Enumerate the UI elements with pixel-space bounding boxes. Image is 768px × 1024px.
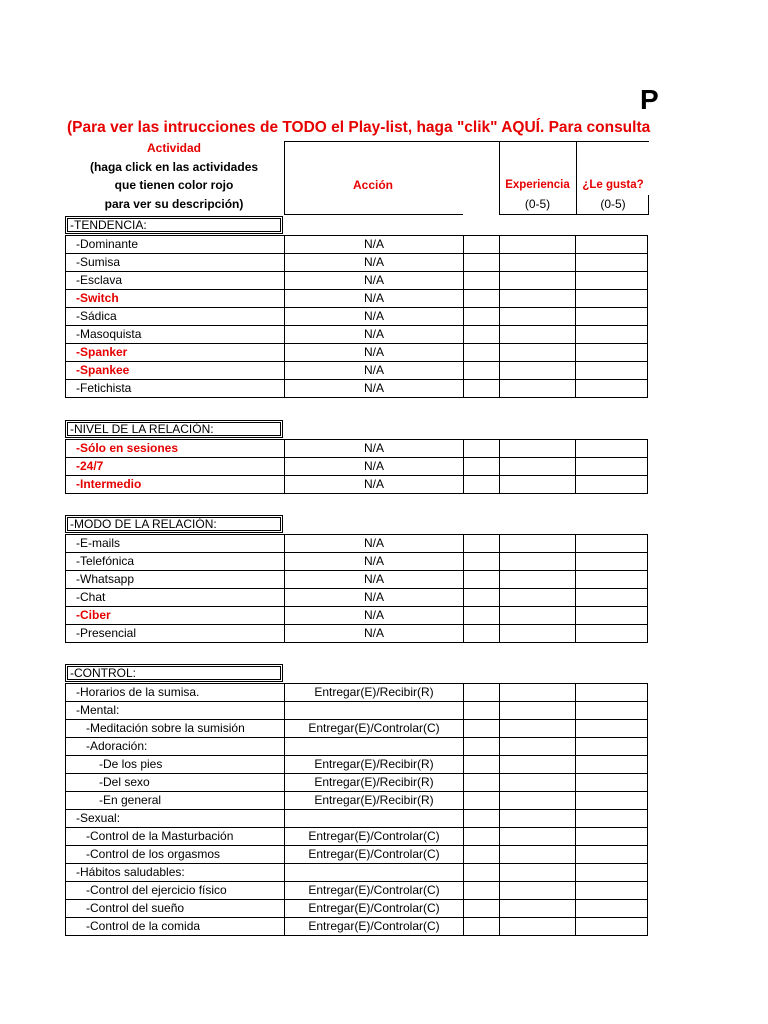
le-gusta-cell[interactable]: [576, 535, 648, 553]
spacer-cell: [464, 571, 500, 589]
header-actividad-note-3: para ver su descripción): [104, 197, 244, 211]
activity-cell: [66, 720, 285, 738]
le-gusta-cell[interactable]: [576, 810, 648, 828]
le-gusta-cell[interactable]: [576, 918, 648, 936]
activity-link[interactable]: -Sólo en sesiones: [76, 441, 179, 455]
activity-label: -Telefónica: [76, 554, 135, 568]
activity-label: -Hábitos saludables:: [76, 865, 185, 879]
le-gusta-cell[interactable]: [576, 236, 648, 254]
le-gusta-cell[interactable]: [576, 476, 648, 494]
le-gusta-cell[interactable]: [576, 272, 648, 290]
choice-cell[interactable]: [464, 774, 500, 792]
le-gusta-cell[interactable]: [576, 458, 648, 476]
table-row: [66, 607, 648, 625]
le-gusta-cell[interactable]: [576, 792, 648, 810]
section-title: -TENDENCIA:: [65, 216, 283, 234]
header-experiencia: Experiencia: [505, 179, 570, 191]
accion-cell: N/A: [285, 607, 464, 625]
table-row: [66, 864, 648, 882]
le-gusta-cell[interactable]: [576, 607, 648, 625]
choice-cell[interactable]: [464, 720, 500, 738]
table-row: [66, 756, 648, 774]
table-row: [66, 236, 648, 254]
experiencia-cell[interactable]: [500, 864, 576, 882]
choice-cell[interactable]: [464, 738, 500, 756]
activity-label: -Meditación sobre la sumisión: [86, 721, 245, 735]
table-row: [66, 792, 648, 810]
le-gusta-cell[interactable]: [576, 344, 648, 362]
activity-label: -Fetichista: [76, 381, 132, 395]
choice-cell[interactable]: [464, 900, 500, 918]
experiencia-cell[interactable]: [500, 236, 576, 254]
table-row: [66, 344, 648, 362]
header-divider: [499, 141, 500, 215]
header-divider: [284, 141, 649, 142]
le-gusta-cell[interactable]: [576, 308, 648, 326]
experiencia-cell[interactable]: [500, 774, 576, 792]
experiencia-cell[interactable]: [500, 720, 576, 738]
activity-cell: [66, 810, 285, 828]
activity-cell: [66, 535, 285, 553]
table-row: [66, 326, 648, 344]
table-row: [66, 828, 648, 846]
table-row: [66, 535, 648, 553]
le-gusta-cell[interactable]: [576, 440, 648, 458]
experiencia-cell[interactable]: [500, 476, 576, 494]
activity-label: -Horarios de la sumisa.: [76, 685, 200, 699]
header-le-gusta-range: (0-5): [600, 197, 626, 211]
experiencia-cell[interactable]: [500, 571, 576, 589]
experiencia-cell[interactable]: [500, 308, 576, 326]
activity-label: -E-mails: [76, 536, 120, 550]
spacer-cell: [464, 254, 500, 272]
activity-cell: [66, 380, 285, 398]
table-row: [66, 738, 648, 756]
activity-label: -Sádica: [76, 309, 117, 323]
table-row: [66, 702, 648, 720]
le-gusta-cell[interactable]: [576, 589, 648, 607]
le-gusta-cell[interactable]: [576, 684, 648, 702]
activity-cell: [66, 864, 285, 882]
table-row: [66, 290, 648, 308]
activity-link[interactable]: -Switch: [76, 291, 119, 305]
instructions-link[interactable]: (Para ver las intrucciones de TODO el Play-list, haga "clik" AQUÍ. Para consulta: [67, 119, 651, 136]
experiencia-cell[interactable]: [500, 380, 576, 398]
activity-link[interactable]: -Spanker: [76, 345, 128, 359]
activity-cell: [66, 684, 285, 702]
activity-cell: [66, 918, 285, 936]
spacer-cell: [464, 236, 500, 254]
activity-label: -Control de la Masturbación: [86, 829, 234, 843]
spacer-cell: [464, 553, 500, 571]
table-row: [66, 571, 648, 589]
table-row: [66, 476, 648, 494]
accion-cell: N/A: [285, 254, 464, 272]
activity-cell: [66, 272, 285, 290]
spacer-cell: [464, 326, 500, 344]
activity-cell: [66, 553, 285, 571]
activity-label: -En general: [99, 793, 162, 807]
accion-cell: Entregar(E)/Controlar(C): [285, 900, 464, 918]
le-gusta-cell[interactable]: [576, 326, 648, 344]
activity-label: -De los pies: [99, 757, 163, 771]
experiencia-cell[interactable]: [500, 272, 576, 290]
activity-label: -Control de los orgasmos: [86, 847, 221, 861]
accion-cell: N/A: [285, 571, 464, 589]
accion-cell: Entregar(E)/Recibir(R): [285, 774, 464, 792]
accion-cell: Entregar(E)/Controlar(C): [285, 882, 464, 900]
table-row: [66, 272, 648, 290]
activity-link[interactable]: -Spankee: [76, 363, 130, 377]
choice-cell[interactable]: [464, 810, 500, 828]
spacer-cell: [464, 308, 500, 326]
table-row: [66, 308, 648, 326]
experiencia-cell[interactable]: [500, 792, 576, 810]
le-gusta-cell[interactable]: [576, 756, 648, 774]
accion-cell: N/A: [285, 362, 464, 380]
activity-label: -Adoración:: [86, 739, 148, 753]
table-row: [66, 810, 648, 828]
activity-cell: [66, 900, 285, 918]
activity-label: -Del sexo: [99, 775, 150, 789]
experiencia-cell[interactable]: [500, 738, 576, 756]
le-gusta-cell[interactable]: [576, 828, 648, 846]
le-gusta-cell[interactable]: [576, 864, 648, 882]
table-row: [66, 918, 648, 936]
experiencia-cell[interactable]: [500, 702, 576, 720]
experiencia-cell[interactable]: [500, 882, 576, 900]
le-gusta-cell[interactable]: [576, 720, 648, 738]
header-accion: Acción: [352, 178, 393, 192]
experiencia-cell[interactable]: [500, 458, 576, 476]
activity-label: -Sexual:: [76, 811, 121, 825]
experiencia-cell[interactable]: [500, 756, 576, 774]
activity-label: -Control del ejercicio físico: [86, 883, 227, 897]
header-divider: [499, 214, 649, 215]
activity-label: -Chat: [76, 590, 106, 604]
activity-cell: [66, 236, 285, 254]
experiencia-cell[interactable]: [500, 535, 576, 553]
table-row: [66, 553, 648, 571]
le-gusta-cell[interactable]: [576, 900, 648, 918]
accion-cell: N/A: [285, 535, 464, 553]
le-gusta-cell[interactable]: [576, 702, 648, 720]
header-actividad-note-1: (haga click en las actividades: [89, 160, 259, 174]
spacer-cell: [464, 458, 500, 476]
experiencia-cell[interactable]: [500, 684, 576, 702]
experiencia-cell[interactable]: [500, 607, 576, 625]
choice-cell[interactable]: [464, 792, 500, 810]
experiencia-cell[interactable]: [500, 810, 576, 828]
le-gusta-cell[interactable]: [576, 882, 648, 900]
header-actividad-note-2: que tienen color rojo: [114, 178, 234, 192]
activity-cell: [66, 828, 285, 846]
activity-cell: [66, 589, 285, 607]
experiencia-cell[interactable]: [500, 440, 576, 458]
header-experiencia-range: (0-5): [524, 197, 551, 211]
accion-cell: N/A: [285, 625, 464, 643]
activity-cell[interactable]: [66, 362, 285, 380]
accion-cell: [285, 810, 464, 828]
choice-cell[interactable]: [464, 882, 500, 900]
experiencia-cell[interactable]: [500, 625, 576, 643]
header-le-gusta: ¿Le gusta?: [582, 179, 644, 191]
accion-cell: N/A: [285, 308, 464, 326]
le-gusta-cell[interactable]: [576, 738, 648, 756]
activity-label: -Mental:: [76, 703, 120, 717]
activity-table: [65, 235, 648, 398]
accion-cell: Entregar(E)/Controlar(C): [285, 720, 464, 738]
accion-cell: Entregar(E)/Controlar(C): [285, 918, 464, 936]
choice-cell[interactable]: [464, 864, 500, 882]
table-row: [66, 720, 648, 738]
page-title: P: [640, 84, 659, 115]
le-gusta-cell[interactable]: [576, 846, 648, 864]
accion-cell: N/A: [285, 553, 464, 571]
le-gusta-cell[interactable]: [576, 625, 648, 643]
accion-cell: N/A: [285, 440, 464, 458]
experiencia-cell[interactable]: [500, 828, 576, 846]
activity-cell: [66, 756, 285, 774]
experiencia-cell[interactable]: [500, 900, 576, 918]
activity-cell[interactable]: [66, 458, 285, 476]
le-gusta-cell[interactable]: [576, 380, 648, 398]
activity-cell: [66, 846, 285, 864]
spacer-cell: [464, 535, 500, 553]
activity-link[interactable]: -24/7: [76, 459, 104, 473]
activity-cell[interactable]: [66, 290, 285, 308]
spacer-cell: [464, 362, 500, 380]
header-divider: [284, 214, 463, 215]
table-row: [66, 440, 648, 458]
activity-cell: [66, 774, 285, 792]
choice-cell[interactable]: [464, 918, 500, 936]
choice-cell[interactable]: [464, 828, 500, 846]
table-row: [66, 900, 648, 918]
accion-cell: N/A: [285, 272, 464, 290]
accion-cell: N/A: [285, 236, 464, 254]
accion-cell: N/A: [285, 290, 464, 308]
activity-cell: [66, 792, 285, 810]
experiencia-cell[interactable]: [500, 553, 576, 571]
activity-table: [65, 534, 648, 643]
accion-cell: [285, 702, 464, 720]
activity-link[interactable]: -Ciber: [76, 608, 111, 622]
spacer-cell: [464, 380, 500, 398]
activity-cell: [66, 738, 285, 756]
activity-cell: [66, 254, 285, 272]
activity-cell: [66, 702, 285, 720]
choice-cell[interactable]: [464, 846, 500, 864]
experiencia-cell[interactable]: [500, 290, 576, 308]
le-gusta-cell[interactable]: [576, 254, 648, 272]
activity-cell[interactable]: [66, 440, 285, 458]
accion-cell: N/A: [285, 344, 464, 362]
le-gusta-cell[interactable]: [576, 774, 648, 792]
accion-cell: N/A: [285, 589, 464, 607]
section-title: -MODO DE LA RELACIÓN:: [65, 515, 283, 533]
accion-cell: N/A: [285, 458, 464, 476]
table-row: [66, 362, 648, 380]
activity-table: [65, 439, 648, 494]
section-title: -CONTROL:: [65, 664, 283, 682]
activity-label: -Dominante: [76, 237, 139, 251]
table-row: [66, 458, 648, 476]
activity-label: -Control de la comida: [86, 919, 201, 933]
header-actividad[interactable]: Actividad: [146, 141, 201, 155]
spacer-cell: [464, 290, 500, 308]
activity-label: -Whatsapp: [76, 572, 135, 586]
activity-cell: [66, 308, 285, 326]
table-row: [66, 774, 648, 792]
table-row: [66, 684, 648, 702]
accion-cell: N/A: [285, 326, 464, 344]
activity-label: -Sumisa: [76, 255, 121, 269]
experiencia-cell[interactable]: [500, 362, 576, 380]
choice-cell[interactable]: [464, 702, 500, 720]
spacer-cell: [464, 607, 500, 625]
experiencia-cell[interactable]: [500, 589, 576, 607]
spacer-cell: [464, 440, 500, 458]
activity-link[interactable]: -Intermedio: [76, 477, 142, 491]
activity-table: [65, 683, 648, 936]
activity-cell[interactable]: [66, 476, 285, 494]
header-divider: [576, 141, 577, 215]
le-gusta-cell[interactable]: [576, 362, 648, 380]
table-row: [66, 846, 648, 864]
experiencia-cell[interactable]: [500, 918, 576, 936]
table-row: [66, 589, 648, 607]
section-title: -NIVEL DE LA RELACIÓN:: [65, 420, 283, 438]
accion-cell: Entregar(E)/Recibir(R): [285, 792, 464, 810]
activity-label: -Masoquista: [76, 327, 142, 341]
accion-cell: Entregar(E)/Controlar(C): [285, 828, 464, 846]
le-gusta-cell[interactable]: [576, 553, 648, 571]
spacer-cell: [464, 344, 500, 362]
activity-label: -Control del sueño: [86, 901, 185, 915]
experiencia-cell[interactable]: [500, 326, 576, 344]
activity-cell: [66, 625, 285, 643]
le-gusta-cell[interactable]: [576, 571, 648, 589]
header-divider: [284, 141, 285, 215]
choice-cell[interactable]: [464, 684, 500, 702]
experiencia-cell[interactable]: [500, 344, 576, 362]
spacer-cell: [464, 272, 500, 290]
activity-cell: [66, 882, 285, 900]
accion-cell: Entregar(E)/Recibir(R): [285, 684, 464, 702]
table-row: [66, 882, 648, 900]
le-gusta-cell[interactable]: [576, 290, 648, 308]
accion-cell: N/A: [285, 476, 464, 494]
accion-cell: [285, 738, 464, 756]
table-row: [66, 254, 648, 272]
spacer-cell: [464, 476, 500, 494]
experiencia-cell[interactable]: [500, 846, 576, 864]
header-divider: [648, 195, 649, 215]
activity-cell[interactable]: [66, 607, 285, 625]
spacer-cell: [464, 589, 500, 607]
activity-label: -Presencial: [76, 626, 137, 640]
accion-cell: [285, 864, 464, 882]
table-row: [66, 625, 648, 643]
table-row: [66, 380, 648, 398]
experiencia-cell[interactable]: [500, 254, 576, 272]
accion-cell: N/A: [285, 380, 464, 398]
spacer-cell: [464, 625, 500, 643]
activity-cell: [66, 571, 285, 589]
accion-cell: Entregar(E)/Recibir(R): [285, 756, 464, 774]
choice-cell[interactable]: [464, 756, 500, 774]
activity-label: -Esclava: [76, 273, 123, 287]
accion-cell: Entregar(E)/Controlar(C): [285, 846, 464, 864]
activity-cell: [66, 326, 285, 344]
activity-cell[interactable]: [66, 344, 285, 362]
